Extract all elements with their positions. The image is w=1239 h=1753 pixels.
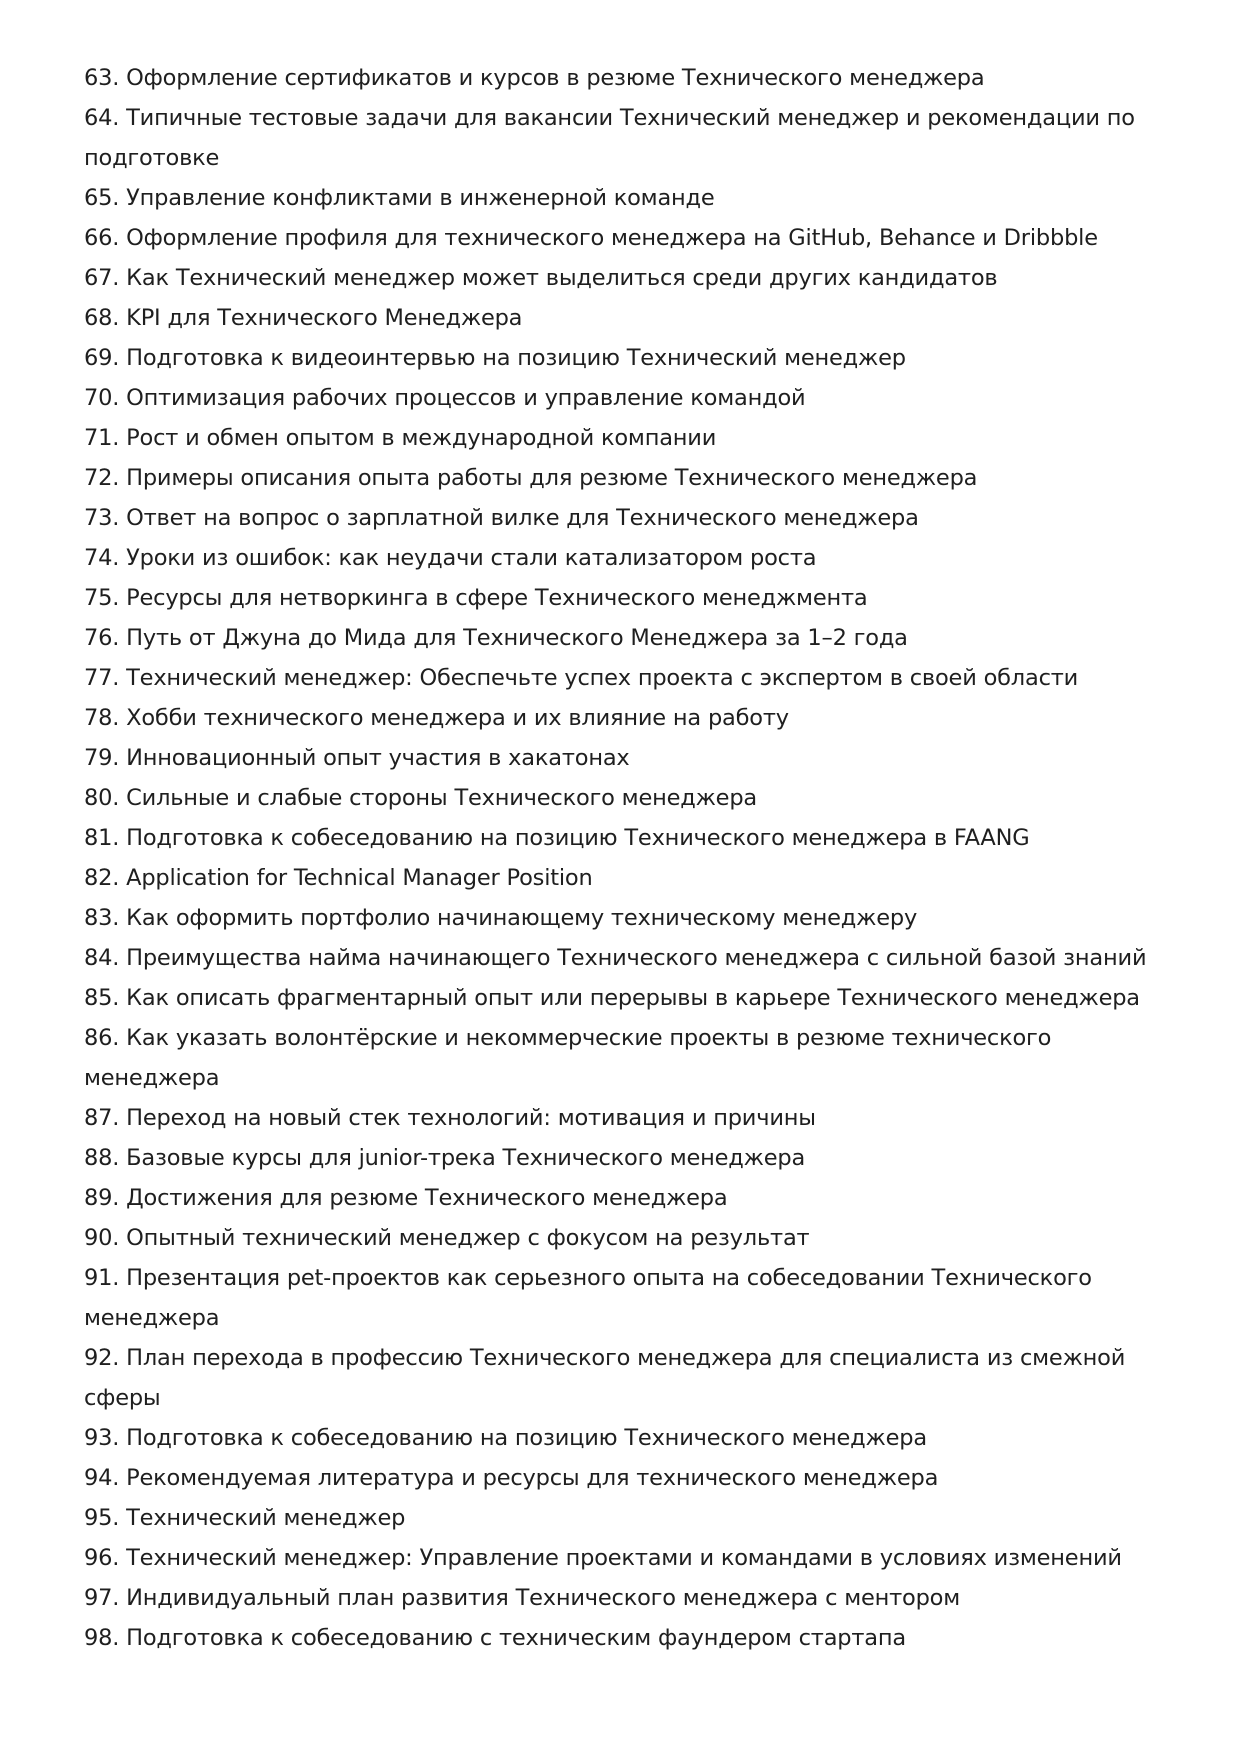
- toc-item: 96. Технический менеджер: Управление проектами и командами в условиях изменений: [84, 1545, 1122, 1571]
- toc-item: 82. Application for Technical Manager Position: [84, 865, 593, 891]
- toc-item: 88. Базовые курсы для junior-трека Технического менеджера: [84, 1145, 806, 1171]
- toc-item: 87. Переход на новый стек технологий: мотивация и причины: [84, 1105, 816, 1131]
- toc-item: 76. Путь от Джуна до Мида для Технического Менеджера за 1–2 года: [84, 625, 908, 651]
- toc-list: [84, 58, 1164, 1658]
- toc-item: 97. Индивидуальный план развития Технического менеджера с ментором: [84, 1585, 961, 1611]
- toc-item: 70. Оптимизация рабочих процессов и управление командой: [84, 385, 806, 411]
- toc-item: 83. Как оформить портфолио начинающему техническому менеджеру: [84, 905, 918, 931]
- toc-item: 74. Уроки из ошибок: как неудачи стали катализатором роста: [84, 545, 817, 571]
- toc-item: 98. Подготовка к собеседованию с техническим фаундером стартапа: [84, 1625, 906, 1651]
- toc-item: 86. Как указать волонтёрские и некоммерческие проекты в резюме технического менеджера: [84, 1025, 1052, 1091]
- toc-item: 72. Примеры описания опыта работы для резюме Технического менеджера: [84, 465, 978, 491]
- toc-item: 68. KPI для Технического Менеджера: [84, 305, 523, 331]
- toc-item: 95. Технический менеджер: [84, 1505, 406, 1531]
- toc-item: 65. Управление конфликтами в инженерной команде: [84, 185, 715, 211]
- toc-item: 80. Сильные и слабые стороны Технического менеджера: [84, 785, 757, 811]
- toc-item: 89. Достижения для резюме Технического менеджера: [84, 1185, 728, 1211]
- toc-item: 63. Оформление сертификатов и курсов в резюме Технического менеджера: [84, 65, 985, 91]
- toc-item: 78. Хобби технического менеджера и их влияние на работу: [84, 705, 789, 731]
- toc-item: 75. Ресурсы для нетворкинга в сфере Технического менеджмента: [84, 585, 868, 611]
- toc-item: 91. Презентация pet-проектов как серьезного опыта на собеседовании Технического менеджера: [84, 1265, 1092, 1331]
- toc-item: 66. Оформление профиля для технического менеджера на GitHub, Behance и Dribbble: [84, 225, 1098, 251]
- toc-item: 64. Типичные тестовые задачи для вакансии Технический менеджер и рекомендации по подготовке: [84, 105, 1135, 171]
- toc-item: 92. План перехода в профессию Технического менеджера для специалиста из смежной сферы: [84, 1345, 1126, 1411]
- toc-item: 67. Как Технический менеджер может выделиться среди других кандидатов: [84, 265, 998, 291]
- toc-item: 77. Технический менеджер: Обеспечьте успех проекта с экспертом в своей области: [84, 665, 1079, 691]
- toc-item: 79. Инновационный опыт участия в хакатонах: [84, 745, 630, 771]
- toc-item: 93. Подготовка к собеседованию на позицию Технического менеджера: [84, 1425, 927, 1451]
- toc-item: 85. Как описать фрагментарный опыт или перерывы в карьере Технического менеджера: [84, 985, 1140, 1011]
- toc-item: 81. Подготовка к собеседованию на позицию Технического менеджера в FAANG: [84, 825, 1030, 851]
- toc-item: 73. Ответ на вопрос о зарплатной вилке для Технического менеджера: [84, 505, 919, 531]
- toc-item: 84. Преимущества найма начинающего Технического менеджера с сильной базой знаний: [84, 945, 1147, 971]
- toc-item: 69. Подготовка к видеоинтервью на позицию Технический менеджер: [84, 345, 906, 371]
- toc-item: 90. Опытный технический менеджер с фокусом на результат: [84, 1225, 810, 1251]
- document-page: [84, 58, 1164, 1658]
- toc-item: 94. Рекомендуемая литература и ресурсы для технического менеджера: [84, 1465, 939, 1491]
- toc-item: 71. Рост и обмен опытом в международной компании: [84, 425, 717, 451]
